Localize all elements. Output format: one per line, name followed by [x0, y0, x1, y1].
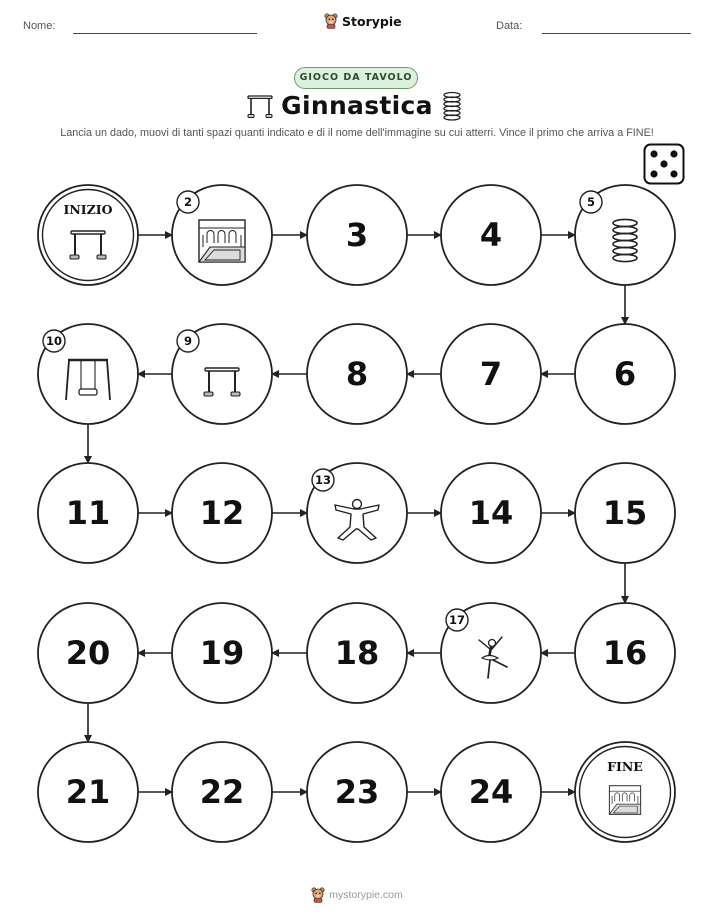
space-number: 15: [602, 494, 648, 532]
board-space-21[interactable]: [38, 742, 138, 842]
board-space-12[interactable]: [172, 463, 272, 563]
space-number: 3: [345, 216, 369, 254]
board-space-18[interactable]: [307, 603, 407, 703]
board-space-2[interactable]: [172, 185, 272, 285]
space-number: 11: [65, 494, 111, 532]
board-space-20[interactable]: [38, 603, 138, 703]
space-number: 6: [613, 355, 637, 393]
board-space-6[interactable]: [575, 324, 675, 424]
space-number-badge-label: 2: [183, 195, 193, 210]
board-space-13[interactable]: [307, 463, 407, 563]
space-number: 24: [468, 773, 514, 811]
space-number: 21: [65, 773, 111, 811]
instructions: Lancia un dado, muovi di tanti spazi quanti indicato e di il nome dell'immagine su cui atterri. Vince il primo che arriva a FINE!: [60, 127, 654, 139]
board-space-10[interactable]: [38, 324, 138, 424]
board-space-19[interactable]: [172, 603, 272, 703]
gym-hall-icon: [199, 220, 245, 262]
space-number: 8: [345, 355, 369, 393]
bear-icon: [311, 887, 325, 903]
space-number-badge-label: 17: [448, 613, 466, 628]
board-space-1[interactable]: [38, 185, 138, 285]
board-space-5[interactable]: [575, 185, 675, 285]
space-number: 14: [468, 494, 514, 532]
space-number: 12: [199, 494, 245, 532]
space-number: 23: [334, 773, 380, 811]
board-space-16[interactable]: [575, 603, 675, 703]
board-space-25[interactable]: [575, 742, 675, 842]
space-number: 7: [479, 355, 503, 393]
start-label: INIZIO: [63, 202, 113, 217]
board-space-22[interactable]: [172, 742, 272, 842]
space-number: 4: [479, 216, 503, 254]
space-number-badge-label: 10: [45, 334, 63, 349]
space-number-badge-label: 13: [314, 473, 332, 488]
board-space-17[interactable]: [441, 603, 541, 703]
game-type-badge: GIOCO DA TAVOLO: [294, 67, 418, 89]
space-number: 16: [602, 634, 648, 672]
space-circle: [38, 185, 138, 285]
page-title: Ginnastica: [281, 91, 433, 120]
gym-hall-icon: [609, 786, 640, 815]
brand-name: Storypie: [342, 13, 402, 29]
board-space-8[interactable]: [307, 324, 407, 424]
end-label: FINE: [607, 759, 643, 774]
footer-url[interactable]: mystorypie.com: [329, 889, 403, 901]
board-space-11[interactable]: [38, 463, 138, 563]
space-number: 19: [199, 634, 245, 672]
space-number-badge-label: 9: [183, 334, 193, 349]
date-label: Data:: [496, 20, 523, 32]
board-space-7[interactable]: [441, 324, 541, 424]
space-number: 22: [199, 773, 245, 811]
space-number: 18: [334, 634, 380, 672]
name-label: Nome:: [23, 20, 56, 32]
board-space-14[interactable]: [441, 463, 541, 563]
board-space-3[interactable]: [307, 185, 407, 285]
space-number: 20: [65, 634, 111, 672]
space-number-badge-label: 5: [586, 195, 596, 210]
board-space-23[interactable]: [307, 742, 407, 842]
board-space-24[interactable]: [441, 742, 541, 842]
footer: [0, 887, 714, 903]
board-space-9[interactable]: [172, 324, 272, 424]
board-space-15[interactable]: [575, 463, 675, 563]
board-space-4[interactable]: [441, 185, 541, 285]
